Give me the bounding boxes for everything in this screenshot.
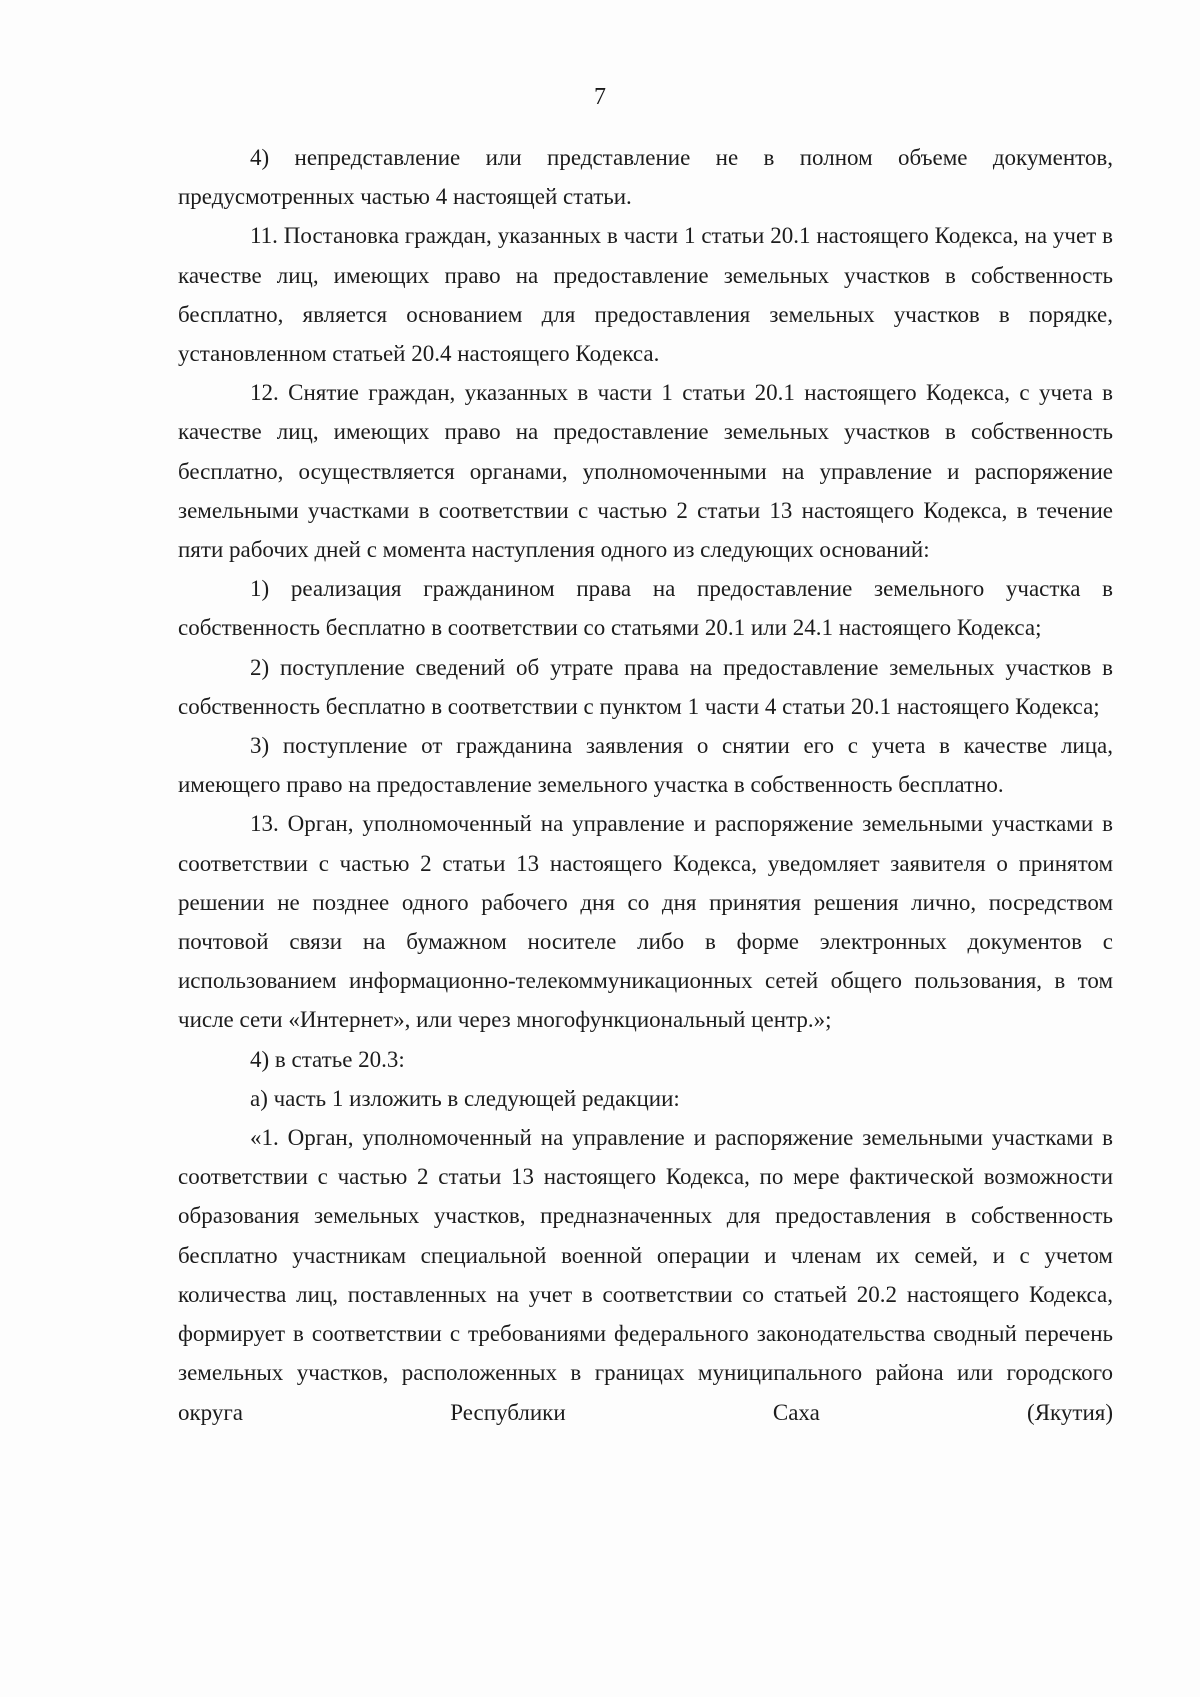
paragraph: 12. Снятие граждан, указанных в части 1 статьи 20.1 настоящего Кодекса, с учета в качестве лиц, имеющих право на предоставление земельных участков в собственность бесплатно, осуществляется органами, уполномоченными на управление и распоряжение земельными участками в соответствии с частью 2 статьи 13 настоящего Кодекса, в течение пяти рабочих дней с момента наступления одного из следующих оснований:: [178, 380, 1113, 563]
paragraph: «1. Орган, уполномоченный на управление и распоряжение земельными участками в соответствии с частью 2 статьи 13 настоящего Кодекса, по мере фактической возможности образования земельных участков, предназначенных для предоставления в собственность бесплатно участникам специальной военной операции и членам их семей, и с учетом количества лиц, поставленных на учет в соответствии со статьей 20.2 настоящего Кодекса, формирует в соответствии с требованиями федерального законодательства сводный перечень земельных участков, расположенных в границах муниципального района или городского округа Республики Саха (Якутия): [178, 1125, 1113, 1425]
paragraph: 1) реализация гражданином права на предоставление земельного участка в собственность бесплатно в соответствии со статьями 20.1 или 24.1 настоящего Кодекса;: [178, 576, 1113, 641]
paragraph: 11. Постановка граждан, указанных в части 1 статьи 20.1 настоящего Кодекса, на учет в качестве лиц, имеющих право на предоставление земельных участков в собственность бесплатно, является основанием для предоставления земельных участков в порядке, установленном статьей 20.4 настоящего Кодекса.: [178, 223, 1113, 367]
paragraph: 2) поступление сведений об утрате права на предоставление земельных участков в собственность бесплатно в соответствии с пунктом 1 части 4 статьи 20.1 настоящего Кодекса;: [178, 654, 1113, 719]
paragraph: 4) в статье 20.3:: [250, 1046, 405, 1072]
page-number: 7: [594, 84, 606, 110]
paragraph: 13. Орган, уполномоченный на управление и распоряжение земельными участками в соответствии с частью 2 статьи 13 настоящего Кодекса, уведомляет заявителя о принятом решении не позднее одного рабочего дня со дня принятия решения лично, посредством почтовой связи на бумажном носителе либо в форме электронных документов с использованием информационно-телекоммуникационных сетей общего пользования, в том числе сети «Интернет», или через многофункциональный центр.»;: [178, 811, 1113, 1033]
paragraph: а) часть 1 изложить в следующей редакции:: [250, 1085, 680, 1111]
paragraph: 4) непредставление или представление не в полном объеме документов, предусмотренных частью 4 настоящей статьи.: [178, 145, 1113, 210]
paragraph: 3) поступление от гражданина заявления о снятии его с учета в качестве лица, имеющего право на предоставление земельного участка в собственность бесплатно.: [178, 733, 1113, 798]
document-body: [178, 138, 1113, 1432]
